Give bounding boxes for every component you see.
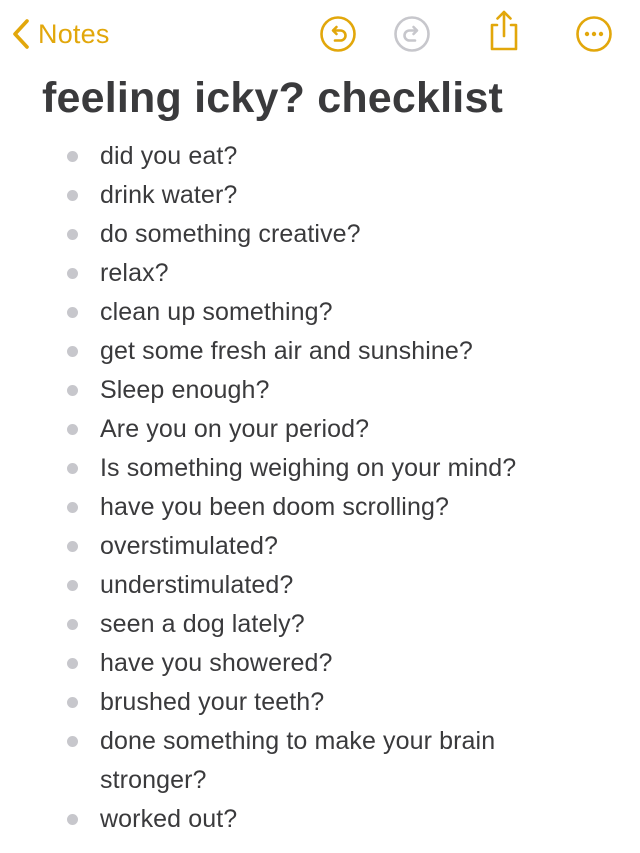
list-item[interactable] xyxy=(0,176,640,215)
item-text: Are you on your period? xyxy=(100,415,370,443)
item-text: understimulated? xyxy=(100,571,294,599)
bullet-icon xyxy=(67,268,78,279)
bullet-icon xyxy=(67,814,78,825)
list-item[interactable] xyxy=(0,527,640,566)
bullet-icon xyxy=(67,541,78,552)
item-text: did you eat? xyxy=(100,142,238,170)
checklist xyxy=(0,137,640,839)
note-title[interactable]: feeling icky? checklist xyxy=(42,74,504,122)
undo-circle-icon xyxy=(319,15,357,53)
item-text: overstimulated? xyxy=(100,532,278,560)
bullet-icon xyxy=(67,619,78,630)
back-button[interactable] xyxy=(12,14,110,54)
list-item[interactable] xyxy=(0,605,640,644)
navigation-bar xyxy=(0,0,640,68)
list-item[interactable] xyxy=(0,683,640,722)
item-text: drink water? xyxy=(100,181,238,209)
bullet-icon xyxy=(67,190,78,201)
share-button[interactable] xyxy=(484,10,524,50)
redo-button[interactable] xyxy=(392,14,432,54)
list-item[interactable] xyxy=(0,488,640,527)
item-text: do something creative? xyxy=(100,220,361,248)
more-button[interactable] xyxy=(574,14,614,54)
item-text: done something to make your brain stronger? xyxy=(100,727,496,794)
bullet-icon xyxy=(67,697,78,708)
undo-button[interactable] xyxy=(318,14,358,54)
list-item[interactable] xyxy=(0,215,640,254)
bullet-icon xyxy=(67,151,78,162)
item-text: have you been doom scrolling? xyxy=(100,493,449,521)
bullet-icon xyxy=(67,385,78,396)
bullet-icon xyxy=(67,346,78,357)
item-text: worked out? xyxy=(100,805,238,833)
list-item[interactable] xyxy=(0,137,640,176)
chevron-left-icon xyxy=(12,18,30,50)
list-item[interactable] xyxy=(0,254,640,293)
item-text: brushed your teeth? xyxy=(100,688,325,716)
ellipsis-circle-icon xyxy=(575,15,613,53)
list-item[interactable] xyxy=(0,332,640,371)
list-item[interactable] xyxy=(0,800,640,839)
list-item[interactable] xyxy=(0,722,640,800)
back-label: Notes xyxy=(38,18,110,49)
bullet-icon xyxy=(67,736,78,747)
bullet-icon xyxy=(67,463,78,474)
list-item[interactable] xyxy=(0,293,640,332)
share-icon xyxy=(486,8,522,52)
list-item[interactable] xyxy=(0,644,640,683)
bullet-icon xyxy=(67,424,78,435)
redo-circle-icon xyxy=(393,15,431,53)
item-text: Is something weighing on your mind? xyxy=(100,454,517,482)
item-text: get some fresh air and sunshine? xyxy=(100,337,473,365)
item-text: clean up something? xyxy=(100,298,333,326)
list-item[interactable] xyxy=(0,449,640,488)
bullet-icon xyxy=(67,580,78,591)
bullet-icon xyxy=(67,307,78,318)
item-text: Sleep enough? xyxy=(100,376,270,404)
list-item[interactable] xyxy=(0,410,640,449)
item-text: relax? xyxy=(100,259,169,287)
bullet-icon xyxy=(67,658,78,669)
item-text: have you showered? xyxy=(100,649,333,677)
item-text: seen a dog lately? xyxy=(100,610,305,638)
list-item[interactable] xyxy=(0,371,640,410)
bullet-icon xyxy=(67,502,78,513)
list-item[interactable] xyxy=(0,566,640,605)
bullet-icon xyxy=(67,229,78,240)
